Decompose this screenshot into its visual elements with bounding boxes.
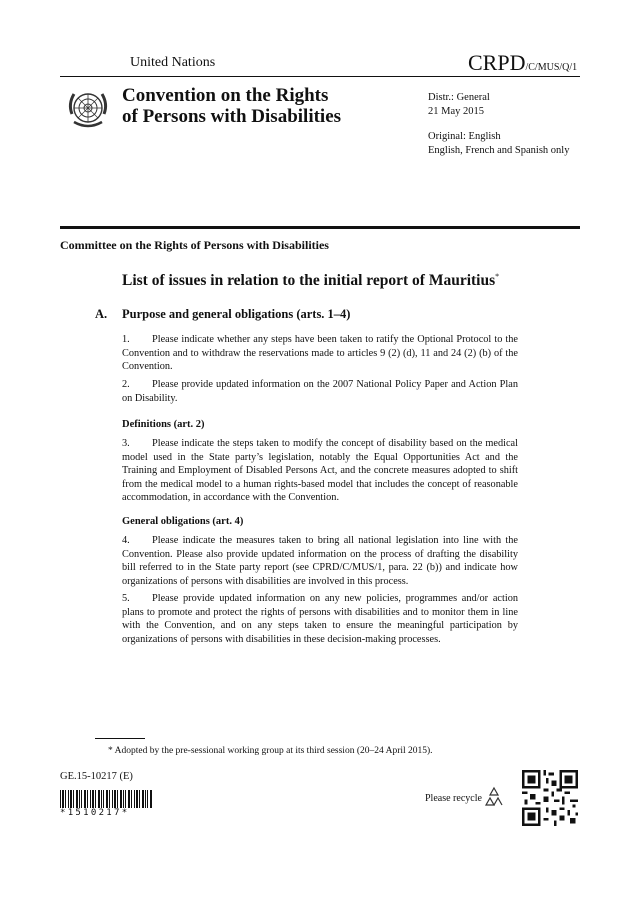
footnote: * Adopted by the pre-sessional working group at its third session (20–24 April 2015). xyxy=(108,746,433,756)
section-letter: A. xyxy=(95,307,108,321)
symbol-suffix: /C/MUS/Q/1 xyxy=(525,62,578,73)
convention-title xyxy=(122,85,402,127)
document-title-text: List of issues in relation to the initial report of Mauritius xyxy=(122,272,496,290)
distribution-block xyxy=(428,91,490,119)
convention-title-line1: Convention on the Rights xyxy=(122,85,329,106)
paragraph-text: Please indicate the measures taken to bring all national legislation into line with the Convention. Please also provide updated information on the process of drafting the disability bill referred to in the State party report (see CPRD/C/MUS/1, para. 22 (b)) and indicate how organizations of persons with disabilities are involved in this process. xyxy=(122,535,518,587)
paragraph-number: 5. xyxy=(122,593,130,604)
organization-name: United Nations xyxy=(130,55,216,70)
paragraph-text: Please indicate the steps taken to modify the concept of disability based on the medical model used in the State party’s legislation, notably the Equal Opportunities Act and the Training and Employment of Disabled Persons Act, and the concrete measures adopted to shift from the medical model to a human rights-based model that includes the concept of reasonable accommodation, in accordance with the Convention. xyxy=(122,438,518,503)
symbol-main: CRPD xyxy=(468,50,526,75)
qr-code-icon xyxy=(522,770,578,826)
ge-code: GE.15-10217 (E) xyxy=(60,771,133,782)
convention-title-line2: of Persons with Disabilities xyxy=(122,106,342,127)
subsection-general-obligations: General obligations (art. 4) xyxy=(122,516,244,527)
title-footnote-marker: * xyxy=(495,272,500,281)
paragraph-2 xyxy=(122,378,518,405)
committee-name: Committee on the Rights of Persons with Disabilities xyxy=(60,238,329,252)
paragraph-text: Please indicate whether any steps have been taken to ratify the Optional Protocol to the Convention and to withdraw the reservations made to articles 9 (2) (d), 11 and 24 (2) (b) of the Convention. xyxy=(122,334,518,372)
paragraph-number: 1. xyxy=(122,334,130,345)
paragraph-number: 3. xyxy=(122,438,130,449)
recycle-icon xyxy=(482,785,506,809)
document-symbol xyxy=(468,50,577,76)
issue-date: 21 May 2015 xyxy=(428,106,484,117)
available-languages: English, French and Spanish only xyxy=(428,145,570,156)
subsection-definitions: Definitions (art. 2) xyxy=(122,419,205,430)
paragraph-text: Please provide updated information on any new policies, programmes and/or action plans to promote and protect the rights of persons with disabilities and to monitor them in line with the Convention, and on any steps taken to ensure the meaningful participation by organizations of persons with disabilities in these decision-making processes. xyxy=(122,593,518,645)
footnote-rule xyxy=(95,738,145,739)
recycle-text: Please recycle xyxy=(425,793,482,804)
header-rule xyxy=(60,76,580,77)
un-emblem-icon xyxy=(64,84,112,132)
paragraph-4 xyxy=(122,534,518,588)
document-title xyxy=(122,272,499,290)
paragraph-1 xyxy=(122,333,518,374)
paragraph-3 xyxy=(122,437,518,505)
paragraph-number: 4. xyxy=(122,535,130,546)
original-language: Original: English xyxy=(428,131,501,142)
section-title: Purpose and general obligations (arts. 1–4) xyxy=(122,307,351,321)
paragraph-5 xyxy=(122,592,518,646)
paragraph-text: Please provide updated information on the 2007 National Policy Paper and Action Plan on Disability. xyxy=(122,379,518,404)
distribution: Distr.: General xyxy=(428,92,490,103)
barcode-icon xyxy=(60,790,152,808)
language-block xyxy=(428,130,569,158)
barcode-number: *1510217* xyxy=(60,808,130,818)
paragraph-number: 2. xyxy=(122,379,130,390)
title-rule xyxy=(60,226,580,229)
